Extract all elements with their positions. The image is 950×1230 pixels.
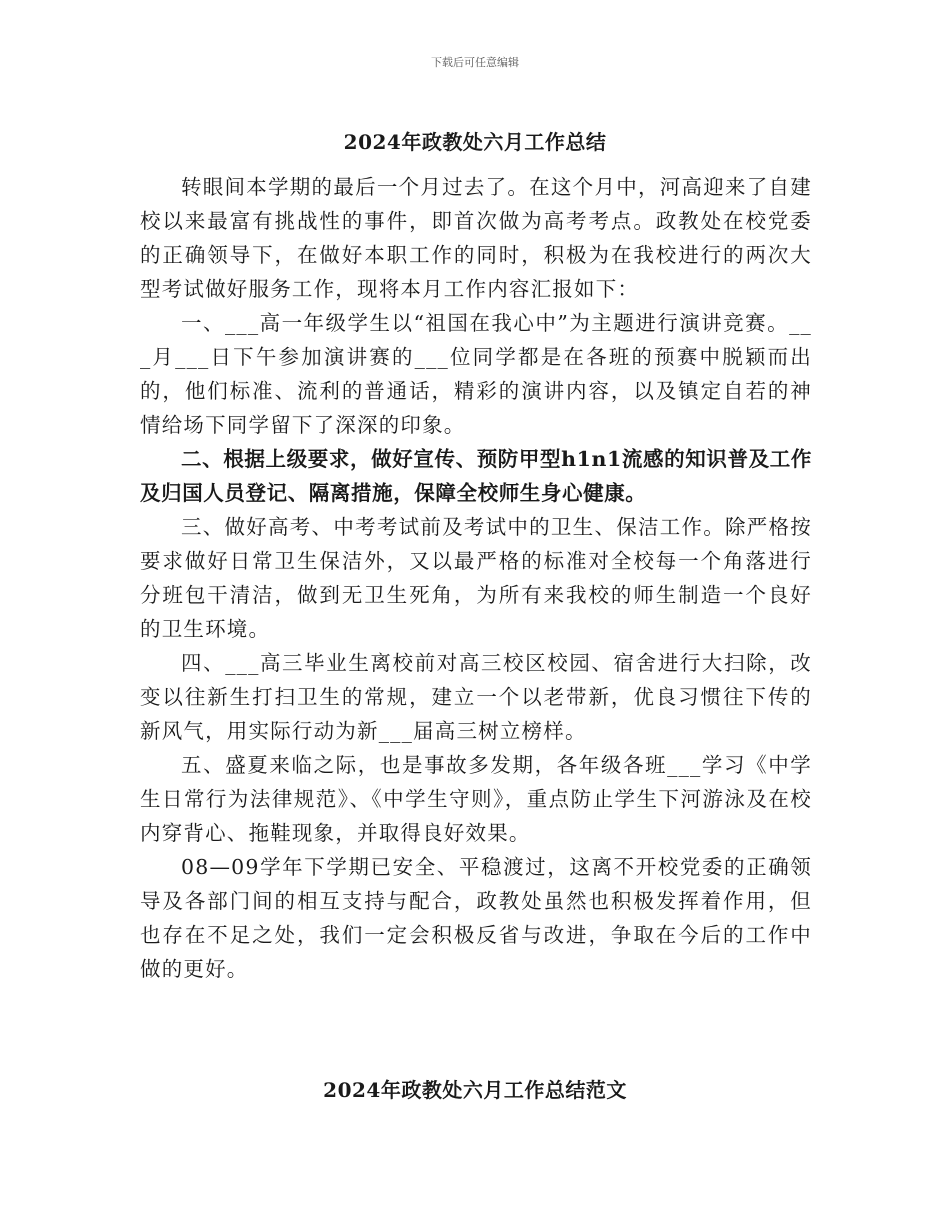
paragraph-item-1: 一、___高一年级学生以“祖国在我心中”为主题进行演讲竞赛。___月___日下午参加演讲赛的___位同学都是在各班的预赛中脱颖而出的，他们标准、流利的普通话，精彩的演讲内容，以及镇定自若的神情给场下同学留下了深深的印象。 xyxy=(140,311,812,437)
paragraph-item-4: 四、___高三毕业生离校前对高三校区校园、宿舍进行大扫除，改变以往新生打扫卫生的常规，建立一个以老带新，优良习惯往下传的新风气，用实际行动为新___届高三树立榜样。 xyxy=(140,651,812,743)
next-document-title: 2024年政教处六月工作总结范文 xyxy=(323,1078,627,1102)
paragraph-item-2: 二、根据上级要求，做好宣传、预防甲型h1n1流感的知识普及工作及归国人员登记、隔离措施，保障全校师生身心健康。 xyxy=(140,447,812,505)
header-note: 下载后可任意编辑 xyxy=(431,56,519,69)
paragraph-intro: 转眼间本学期的最后一个月过去了。在这个月中，河高迎来了自建校以来最富有挑战性的事件，即首次做为高考考点。政教处在校党委的正确领导下，在做好本职工作的同时，积极为在我校进行的两次大型考试做好服务工作，现将本月工作内容汇报如下： xyxy=(140,175,812,301)
document-title: 2024年政教处六月工作总结 xyxy=(343,130,607,154)
document-body xyxy=(140,170,812,986)
paragraph-item-5: 五、盛夏来临之际，也是事故多发期，各年级各班___学习《中学生日常行为法律规范》、《中学生守则》，重点防止学生下河游泳及在校内穿背心、拖鞋现象，并取得良好效果。 xyxy=(140,753,812,845)
paragraph-item-3: 三、做好高考、中考考试前及考试中的卫生、保洁工作。除严格按要求做好日常卫生保洁外，又以最严格的标准对全校每一个角落进行分班包干清洁，做到无卫生死角，为所有来我校的师生制造一个良好的卫生环境。 xyxy=(140,515,812,641)
paragraph-conclusion: 08—09学年下学期已安全、平稳渡过，这离不开校党委的正确领导及各部门间的相互支持与配合，政教处虽然也积极发挥着作用，但也存在不足之处，我们一定会积极反省与改进，争取在今后的工作中做的更好。 xyxy=(140,855,812,981)
